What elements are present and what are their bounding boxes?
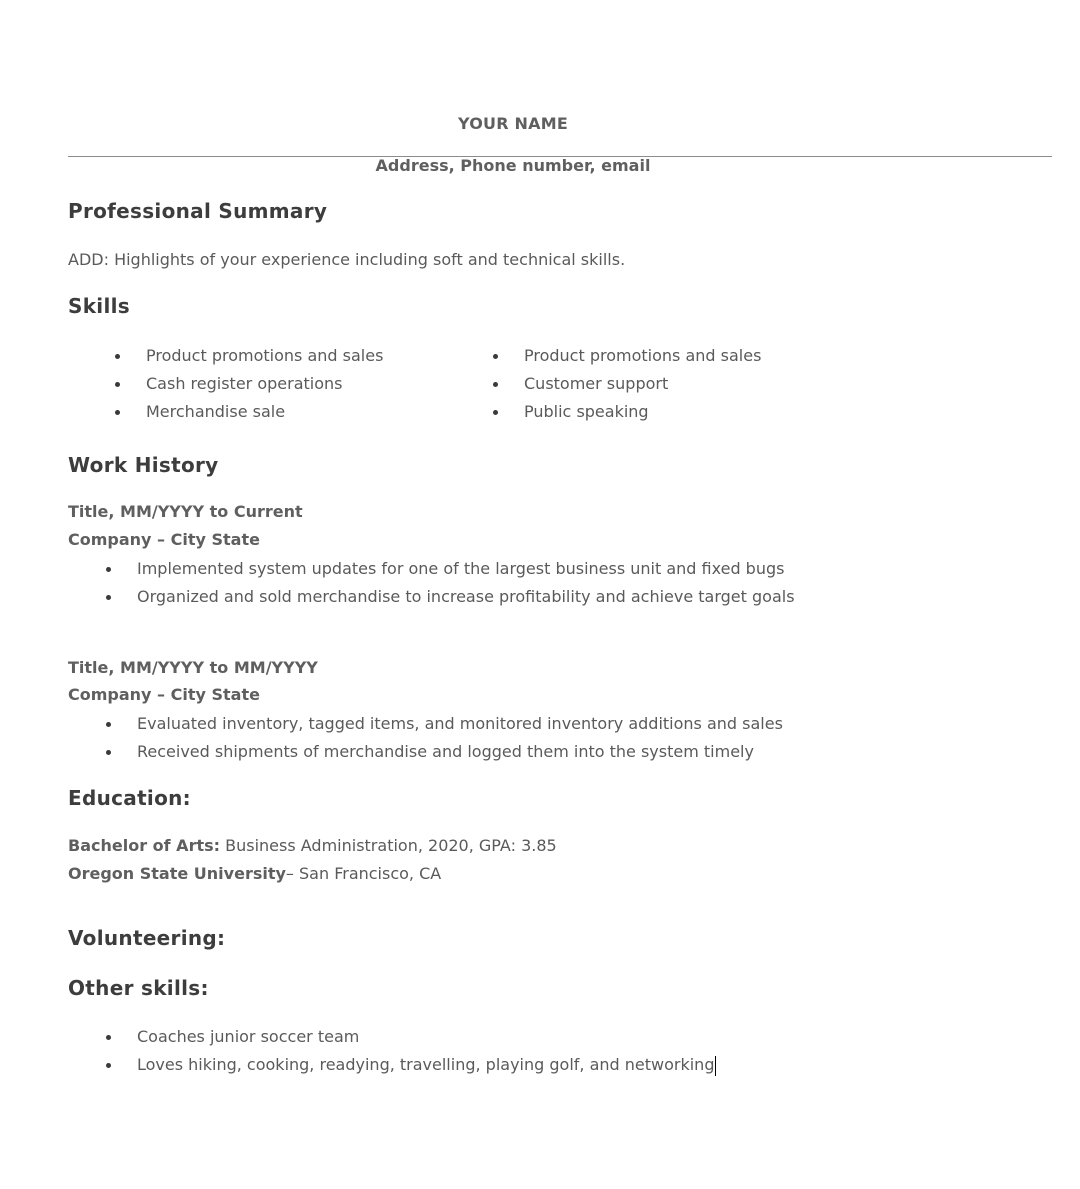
school-detail: – San Francisco, CA — [285, 864, 442, 883]
degree-label: Bachelor of Arts: — [68, 836, 221, 855]
list-item: Cash register operations — [146, 370, 383, 398]
list-item: Received shipments of merchandise and logged them into the system timely — [137, 738, 783, 766]
job-title: Title, MM/YYYY to MM/YYYY — [68, 658, 318, 677]
list-item: Loves hiking, cooking, readying, travelling, playing golf, and networking — [137, 1051, 716, 1079]
bullet-icon — [493, 382, 498, 387]
degree-detail: Business Administration, 2020, GPA: 3.85 — [220, 836, 557, 855]
list-item: Product promotions and sales — [524, 342, 761, 370]
list-item: Coaches junior soccer team — [137, 1023, 716, 1051]
bullet-icon — [115, 382, 120, 387]
list-item: Merchandise sale — [146, 398, 383, 426]
list-item: Organized and sold merchandise to increase profitability and achieve target goals — [137, 583, 795, 611]
education-school — [68, 864, 441, 883]
skills-list-right — [524, 342, 761, 426]
job-bullets — [137, 710, 783, 766]
bullet-icon — [106, 595, 111, 600]
skills-list-left — [146, 342, 383, 426]
job-company: Company – City State — [68, 530, 260, 549]
bullet-icon — [493, 354, 498, 359]
list-item: Public speaking — [524, 398, 761, 426]
summary-heading: Professional Summary — [68, 199, 328, 223]
resume-contact: Address, Phone number, email — [375, 156, 651, 175]
job-bullets — [137, 555, 795, 611]
education-heading: Education: — [68, 786, 191, 810]
bullet-icon — [115, 410, 120, 415]
education-degree — [68, 836, 557, 855]
resume-name: YOUR NAME — [458, 114, 568, 133]
list-item: Customer support — [524, 370, 761, 398]
bullet-icon — [493, 410, 498, 415]
list-item: Implemented system updates for one of the largest business unit and fixed bugs — [137, 555, 795, 583]
bullet-icon — [106, 567, 111, 572]
bullet-icon — [106, 750, 111, 755]
list-item: Evaluated inventory, tagged items, and monitored inventory additions and sales — [137, 710, 783, 738]
job-company: Company – City State — [68, 685, 260, 704]
summary-text: ADD: Highlights of your experience including soft and technical skills. — [68, 250, 626, 269]
work-heading: Work History — [68, 453, 219, 477]
job-title: Title, MM/YYYY to Current — [68, 502, 303, 521]
bullet-icon — [115, 354, 120, 359]
bullet-icon — [106, 1063, 111, 1068]
bullet-icon — [106, 1035, 111, 1040]
bullet-icon — [106, 722, 111, 727]
other-skills-list — [137, 1023, 716, 1079]
other-skills-heading: Other skills: — [68, 976, 209, 1000]
school-label: Oregon State University — [68, 864, 286, 883]
volunteering-heading: Volunteering: — [68, 926, 226, 950]
list-item: Product promotions and sales — [146, 342, 383, 370]
text-cursor — [715, 1056, 716, 1076]
skills-heading: Skills — [68, 294, 130, 318]
